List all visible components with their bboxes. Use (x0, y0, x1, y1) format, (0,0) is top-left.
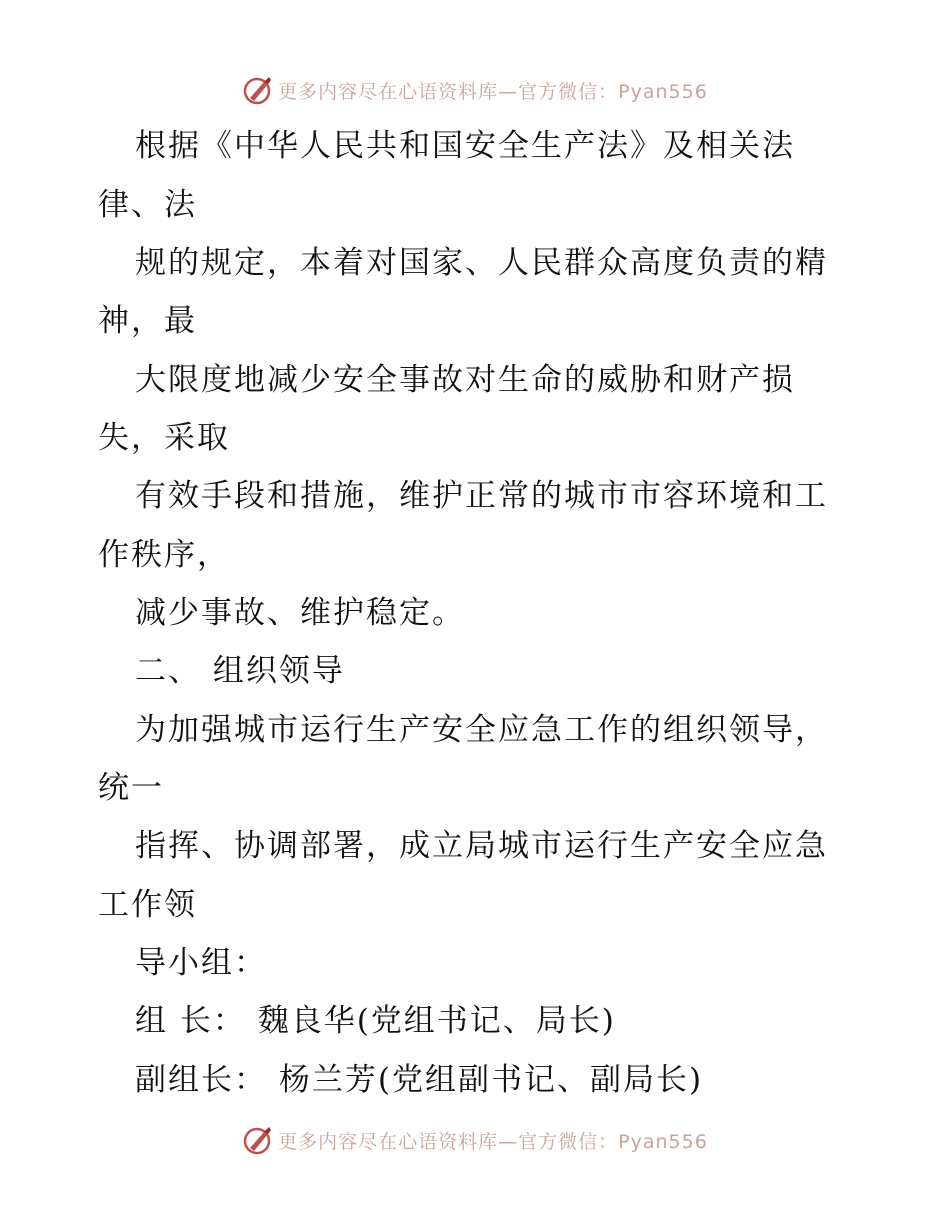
paragraph-line: 工作领 (98, 887, 197, 923)
paragraph-line: 神，最 (98, 303, 197, 339)
pen-logo-icon (242, 1124, 274, 1156)
paragraph-line: 律、法 (98, 187, 197, 223)
deputy-leader-line: 副组长： 杨兰芳(党组副书记、副局长) (135, 1062, 704, 1098)
leader-line: 组 长： 魏良华(党组书记、局长) (135, 1003, 616, 1039)
footer-watermark (0, 1120, 950, 1160)
paragraph-line: 导小组： (135, 945, 267, 981)
paragraph-line: 作秩序， (98, 537, 230, 573)
paragraph-line: 减少事故、维护稳定。 (135, 595, 465, 631)
paragraph-line: 失，采取 (98, 420, 230, 456)
paragraph-line: 有效手段和措施，维护正常的城市市容环境和工 (135, 478, 828, 514)
paragraph-line: 大限度地减少安全事故对生命的威胁和财产损 (135, 362, 795, 398)
paragraph-line: 指挥、协调部署，成立局城市运行生产安全应急 (135, 828, 828, 864)
paragraph-line: 规的规定，本着对国家、人民群众高度负责的精 (135, 245, 828, 281)
paragraph-line: 根据《中华人民共和国安全生产法》及相关法 (135, 128, 795, 164)
section-heading: 二、 组织领导 (135, 653, 345, 689)
paragraph-line: 统一 (98, 770, 164, 806)
watermark-text: 更多内容尽在心语资料库—官方微信：Pyan556 (278, 1130, 708, 1153)
paragraph-line: 为加强城市运行生产安全应急工作的组织领导， (135, 712, 828, 748)
watermark-text: 更多内容尽在心语资料库—官方微信：Pyan556 (278, 80, 708, 103)
